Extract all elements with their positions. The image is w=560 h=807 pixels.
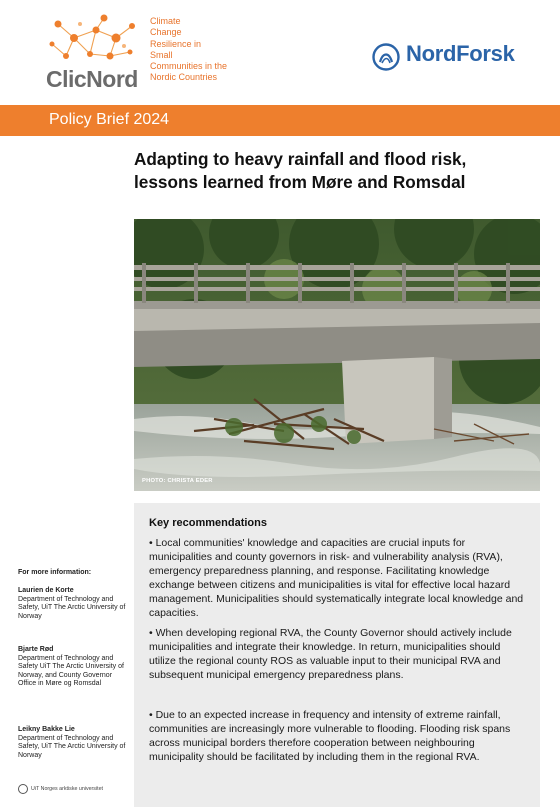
recommendation-item: • Due to an expected increase in frequency and intensity of extreme rainfall, communities are increasingly more vulnerable to flooding. Flooding risk spans across municipal borders therefore cooperation between neighbouring municipality should be facilitated by including them in the regional RVA.: [149, 709, 511, 763]
bridge-flood-photo: [134, 219, 540, 491]
contact-affiliation: Department of Technology and Safety, UiT The Arctic University of Norway: [18, 595, 126, 620]
contact-name: Laurien de Korte: [18, 587, 74, 594]
nordforsk-logo-text: NordForsk: [406, 41, 515, 66]
document-title: Adapting to heavy rainfall and flood risk, lessons learned from Møre and Romsdal: [134, 149, 467, 192]
contact-name: Leikny Bakke Lie: [18, 726, 75, 733]
contact-entry: [18, 646, 126, 689]
contact-name: Bjarte Rød: [18, 646, 54, 653]
recommendation-item: • Local communities' knowledge and capacities are crucial inputs for municipalities and county governors in risk- and vulnerability analysis (RVA), emergency preparedness planning, and response. Facilitating knowledge exchange between citizens and municipalities is vital for effective local hazard management. Municipalities should systematically integrate local knowledge and capacities.: [149, 537, 524, 619]
photo-credit: PHOTO: CHRISTA EDER: [142, 478, 213, 484]
contact-entry: [18, 587, 126, 621]
uit-logo-text: UiT Norges arktiske universitet: [31, 786, 104, 792]
clicnord-tagline: Climate Change Resilience in Small Communities in the Nordic Countries: [150, 16, 228, 83]
contact-affiliation: Department of Technology and Safety UiT The Arctic University of Norway, and County Governor Office in Møre og Romsdal: [18, 654, 124, 688]
uit-logo-icon: [18, 784, 28, 794]
nordforsk-icon: [372, 43, 400, 71]
policy-brief-label: Policy Brief 2024: [49, 111, 170, 128]
contact-affiliation: Department of Technology and Safety, UiT The Arctic University of Norway: [18, 734, 126, 759]
clicnord-network-icon: [44, 12, 144, 70]
contact-entry: [18, 726, 126, 760]
recommendation-item: • When developing regional RVA, the County Governor should actively include municipalities and integrate their knowledge. In return, municipalities should utilize the regional county ROS as valuable input to their municipal RVA and subsequent municipal emergency preparedness plans.: [149, 627, 512, 681]
more-info-heading: For more information:: [18, 569, 92, 576]
key-recommendations-heading: Key recommendations: [149, 517, 267, 529]
clicnord-logo-text: ClicNord: [46, 66, 138, 92]
